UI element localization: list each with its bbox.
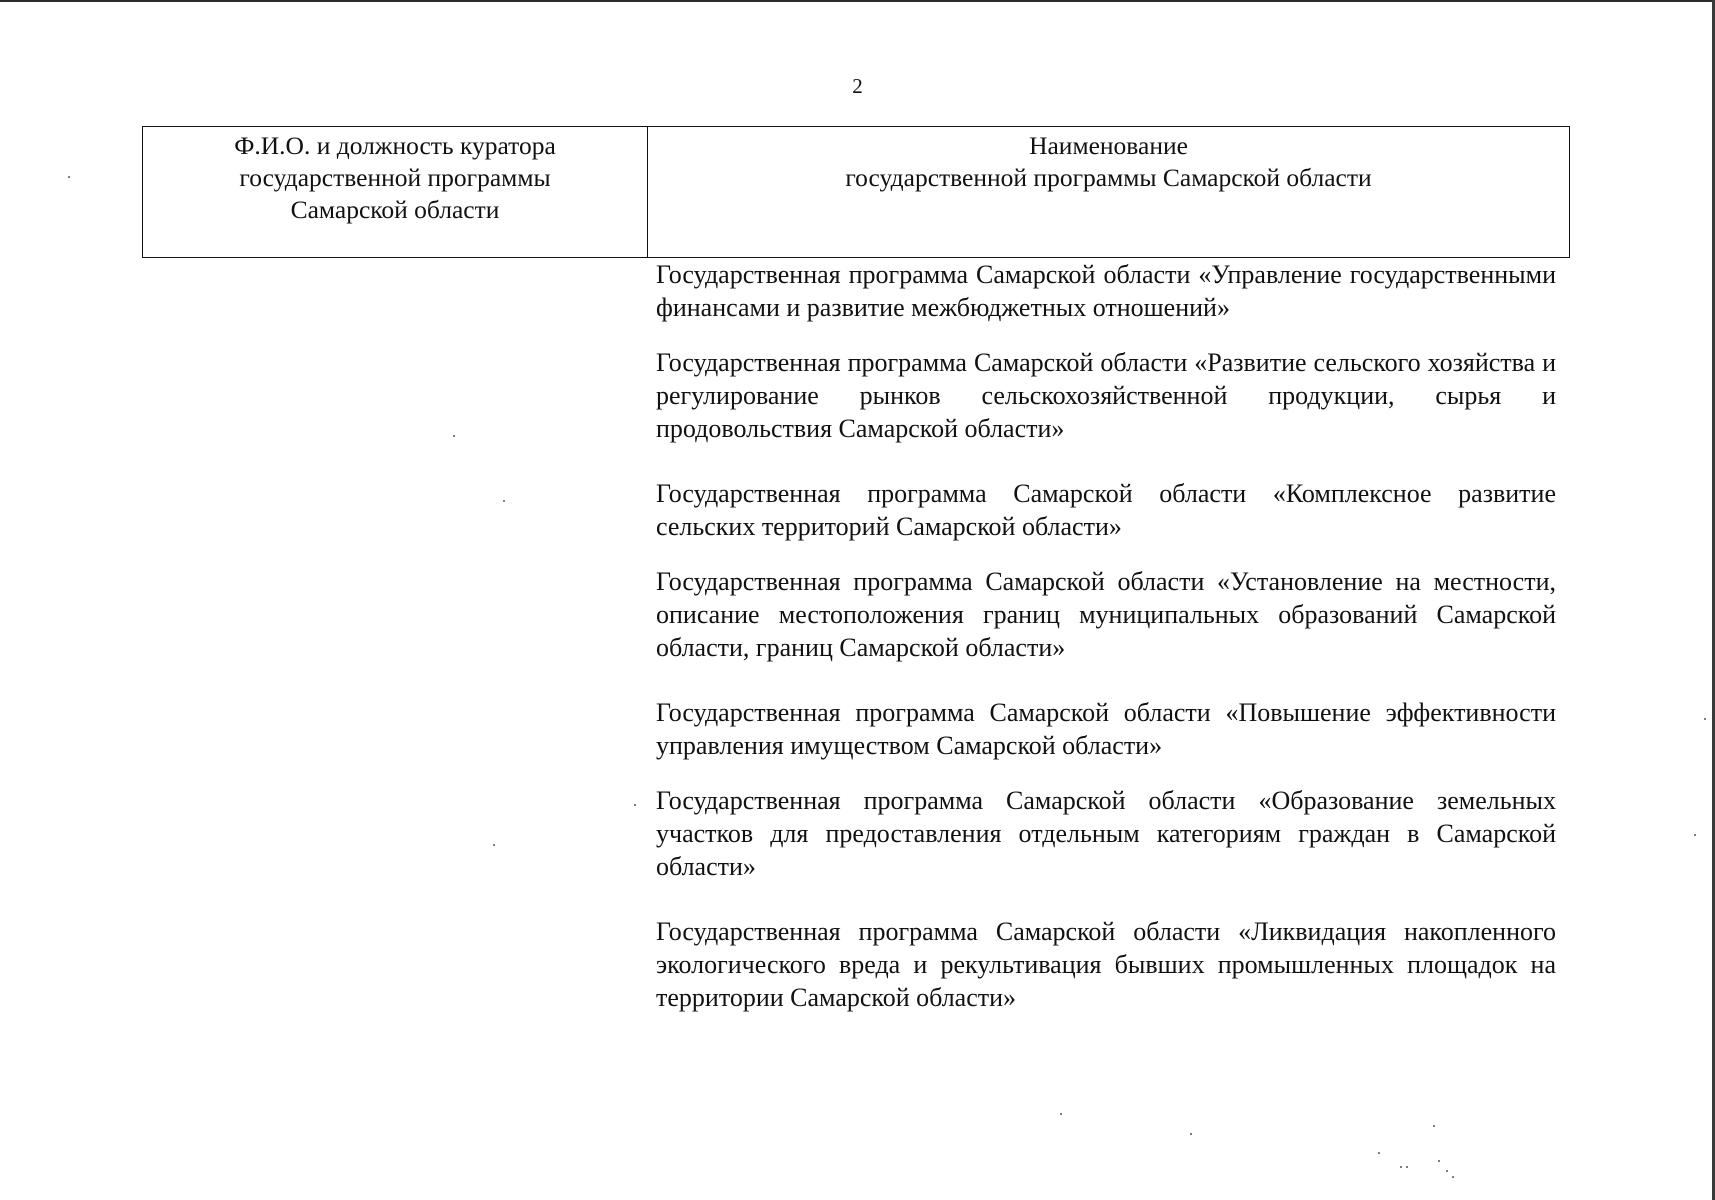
scan-speck bbox=[1190, 1133, 1192, 1135]
scan-speck bbox=[493, 844, 495, 846]
scan-speck bbox=[503, 500, 505, 502]
curator-column-header bbox=[143, 127, 648, 257]
scan-speck bbox=[1400, 1166, 1402, 1168]
scan-speck bbox=[1406, 1166, 1408, 1168]
program-item: Государственная программа Самарской области «Управление государственными финансами и развитие межбюджетных отношений» bbox=[656, 260, 1556, 322]
scan-border-top bbox=[0, 0, 1715, 2]
program-column-header bbox=[648, 127, 1569, 257]
program-header-line: государственной программы Самарской области bbox=[845, 163, 1372, 192]
program-item: Государственная программа Самарской области «Образование земельных участков для предоставления отдельным категориям граждан в Самарской области» bbox=[656, 786, 1556, 881]
scan-speck bbox=[634, 804, 636, 806]
table-header bbox=[142, 126, 1570, 258]
scan-speck bbox=[1694, 834, 1696, 836]
scan-speck bbox=[1452, 1176, 1454, 1178]
program-item: Государственная программа Самарской области «Комплексное развитие сельских территорий Самарской области» bbox=[656, 479, 1556, 541]
scan-speck bbox=[1704, 718, 1706, 720]
program-item: Государственная программа Самарской области «Развитие сельского хозяйства и регулирование рынков сельскохозяйственной продукции, сырья и продовольствия Самарской области» bbox=[656, 348, 1556, 443]
curator-header-line: Самарской области bbox=[290, 195, 500, 224]
curator-header-line: государственной программы bbox=[239, 163, 551, 192]
program-item: Государственная программа Самарской области «Установление на местности, описание местоположения границ муниципальных образований Самарской области, границ Самарской области» bbox=[656, 567, 1556, 662]
scan-speck bbox=[1060, 1113, 1062, 1115]
program-header-line: Наименование bbox=[1029, 131, 1188, 160]
scan-speck bbox=[1433, 1125, 1435, 1127]
scan-speck bbox=[1438, 1160, 1440, 1162]
program-item: Государственная программа Самарской области «Повышение эффективности управления имуществом Самарской области» bbox=[656, 698, 1556, 760]
scan-speck bbox=[68, 176, 70, 178]
page-number: 2 bbox=[852, 74, 863, 98]
scan-speck bbox=[1378, 1152, 1380, 1154]
scan-speck bbox=[1446, 1170, 1448, 1172]
scan-speck bbox=[453, 435, 455, 437]
program-item: Государственная программа Самарской области «Ликвидация накопленного экологического вреда и рекультивация бывших промышленных площадок на территории Самарской области» bbox=[656, 917, 1556, 1012]
curator-header-line: Ф.И.О. и должность куратора bbox=[234, 131, 556, 160]
